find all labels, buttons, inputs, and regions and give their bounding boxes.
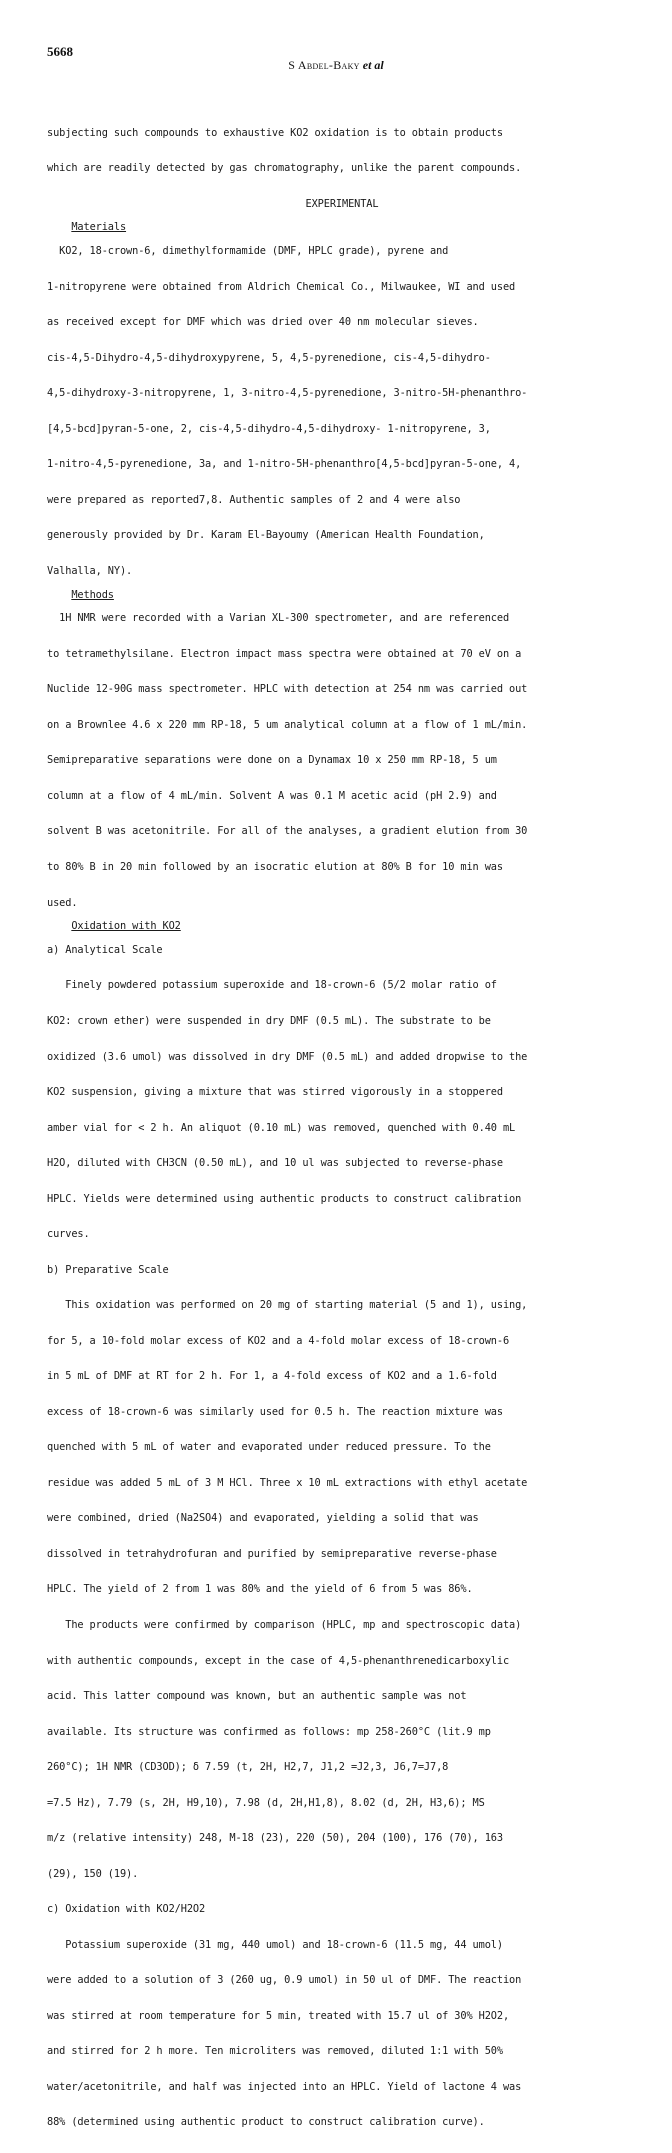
body-line: m/z (relative intensity) 248, M-18 (23), 220 (50), 204 (100), 176 (70), 163 <box>47 1832 503 1845</box>
page-number: 5668 <box>47 44 73 59</box>
body-line: cis-4,5-Dihydro-4,5-dihydroxypyrene, 5, 4,5-pyrenedione, cis-4,5-dihydro- <box>47 351 491 364</box>
body-line: were combined, dried (Na2SO4) and evaporated, yielding a solid that was <box>47 1512 479 1525</box>
body-line: with authentic compounds, except in the case of 4,5-phenanthrenedicarboxylic <box>47 1654 510 1667</box>
body-line: on a Brownlee 4.6 x 220 mm RP-18, 5 um analytical column at a flow of 1 mL/min. <box>47 718 528 731</box>
body-line: used. <box>47 896 78 909</box>
body-line: curves. <box>47 1228 90 1241</box>
body-line: available. Its structure was confirmed as follows: mp 258-260°C (lit.9 mp <box>47 1725 491 1738</box>
subheading-oxidation-ko2-h2o2: c) Oxidation with KO2/H2O2 <box>47 1903 206 1916</box>
body-line: solvent B was acetonitrile. For all of the analyses, a gradient elution from 30 <box>47 825 528 838</box>
article-body <box>47 104 637 2153</box>
body-line: residue was added 5 mL of 3 M HCl. Three x 10 mL extractions with ethyl acetate <box>47 1476 528 1489</box>
body-line: KO2, 18-crown-6, dimethylformamide (DMF, HPLC grade), pyrene and <box>47 245 449 258</box>
body-line: =7.5 Hz), 7.79 (s, 2H, H9,10), 7.98 (d, 2H,H1,8), 8.02 (d, 2H, H3,6); MS <box>47 1796 485 1809</box>
body-line: This oxidation was performed on 20 mg of starting material (5 and 1), using, <box>47 1299 528 1312</box>
subheading-materials: Materials <box>71 221 127 234</box>
body-line: 1-nitropyrene were obtained from Aldrich Chemical Co., Milwaukee, WI and used <box>47 280 516 293</box>
body-line: in 5 mL of DMF at RT for 2 h. For 1, a 4-fold excess of KO2 and a 1.6-fold <box>47 1370 497 1383</box>
body-line: 4,5-dihydroxy-3-nitropyrene, 1, 3-nitro-4,5-pyrenedione, 3-nitro-5H-phenanthro- <box>47 387 528 400</box>
section-heading-experimental: EXPERIMENTAL <box>305 197 379 210</box>
body-line: was stirred at room temperature for 5 min, treated with 15.7 ul of 30% H2O2, <box>47 2009 510 2022</box>
body-line: oxidized (3.6 umol) was dissolved in dry DMF (0.5 mL) and added dropwise to the <box>47 1050 528 1063</box>
body-line: KO2 suspension, giving a mixture that was stirred vigorously in a stoppered <box>47 1086 503 1099</box>
body-line: HPLC. The yield of 2 from 1 was 80% and the yield of 6 from 5 was 86%. <box>47 1583 473 1596</box>
body-line: [4,5-bcd]pyran-5-one, 2, cis-4,5-dihydro-4,5-dihydroxy- 1-nitropyrene, 3, <box>47 422 491 435</box>
body-line: to tetramethylsilane. Electron impact mass spectra were obtained at 70 eV on a <box>47 647 522 660</box>
body-line: and stirred for 2 h more. Ten microliters was removed, diluted 1:1 with 50% <box>47 2045 503 2058</box>
body-line: KO2: crown ether) were suspended in dry DMF (0.5 mL). The substrate to be <box>47 1014 491 1027</box>
body-line: Semipreparative separations were done on a Dynamax 10 x 250 mm RP-18, 5 um <box>47 754 497 767</box>
body-line: to 80% B in 20 min followed by an isocratic elution at 80% B for 10 min was <box>47 861 503 873</box>
body-line: generously provided by Dr. Karam El-Bayoumy (American Health Foundation, <box>47 529 485 542</box>
body-line: H2O, diluted with CH3CN (0.50 mL), and 10 ul was subjected to reverse-phase <box>47 1157 503 1170</box>
body-line: which are readily detected by gas chromatography, unlike the parent compounds. <box>47 162 522 175</box>
subheading-methods: Methods <box>71 588 114 601</box>
body-line: HPLC. Yields were determined using authentic products to construct calibration <box>47 1192 522 1205</box>
body-line: quenched with 5 mL of water and evaporated under reduced pressure. To the <box>47 1441 491 1454</box>
subheading-oxidation: Oxidation with KO2 <box>71 920 181 933</box>
body-line: The products were confirmed by comparison (HPLC, mp and spectroscopic data) <box>47 1619 522 1631</box>
body-line: 1-nitro-4,5-pyrenedione, 3a, and 1-nitro-5H-phenanthro[4,5-bcd]pyran-5-one, 4, <box>47 458 522 471</box>
body-line: were prepared as reported7,8. Authentic samples of 2 and 4 were also <box>47 493 461 506</box>
body-line: dissolved in tetrahydrofuran and purified by semipreparative reverse-phase <box>47 1547 497 1560</box>
running-head <box>0 58 672 73</box>
body-line: were added to a solution of 3 (260 ug, 0.9 umol) in 50 ul of DMF. The reaction <box>47 1974 522 1987</box>
body-line: 88% (determined using authentic product to construct calibration curve). <box>47 2116 485 2129</box>
body-line: column at a flow of 4 mL/min. Solvent A was 0.1 M acetic acid (pH 2.9) and <box>47 789 497 802</box>
body-line: Potassium superoxide (31 mg, 440 umol) and 18-crown-6 (11.5 mg, 44 umol) <box>47 1938 503 1951</box>
body-line: for 5, a 10-fold molar excess of KO2 and a 4-fold molar excess of 18-crown-6 <box>47 1334 510 1347</box>
running-head-et-al: et al <box>362 58 384 72</box>
body-line: acid. This latter compound was known, but an authentic sample was not <box>47 1690 467 1703</box>
body-line: amber vial for < 2 h. An aliquot (0.10 mL) was removed, quenched with 0.40 mL <box>47 1121 516 1134</box>
body-line: excess of 18-crown-6 was similarly used for 0.5 h. The reaction mixture was <box>47 1405 503 1418</box>
body-line: water/acetonitrile, and half was injected into an HPLC. Yield of lactone 4 was <box>47 2080 522 2093</box>
body-line: (29), 150 (19). <box>47 1867 139 1880</box>
body-line: 1H NMR were recorded with a Varian XL-300 spectrometer, and are referenced <box>47 612 510 625</box>
running-head-author: S Abdel-Baky <box>288 58 360 72</box>
subheading-preparative-scale: b) Preparative Scale <box>47 1263 169 1276</box>
subheading-analytical-scale: a) Analytical Scale <box>47 943 163 956</box>
body-line: subjecting such compounds to exhaustive KO2 oxidation is to obtain products <box>47 126 503 139</box>
body-line: Finely powdered potassium superoxide and 18-crown-6 (5/2 molar ratio of <box>47 979 497 992</box>
body-line: 260°C); 1H NMR (CD3OD); δ 7.59 (t, 2H, H2,7, J1,2 =J2,3, J6,7=J7,8 <box>47 1761 449 1774</box>
body-line: Nuclide 12-90G mass spectrometer. HPLC with detection at 254 nm was carried out <box>47 683 528 696</box>
body-line: as received except for DMF which was dried over 40 nm molecular sieves. <box>47 316 479 329</box>
body-line: Valhalla, NY). <box>47 564 133 577</box>
